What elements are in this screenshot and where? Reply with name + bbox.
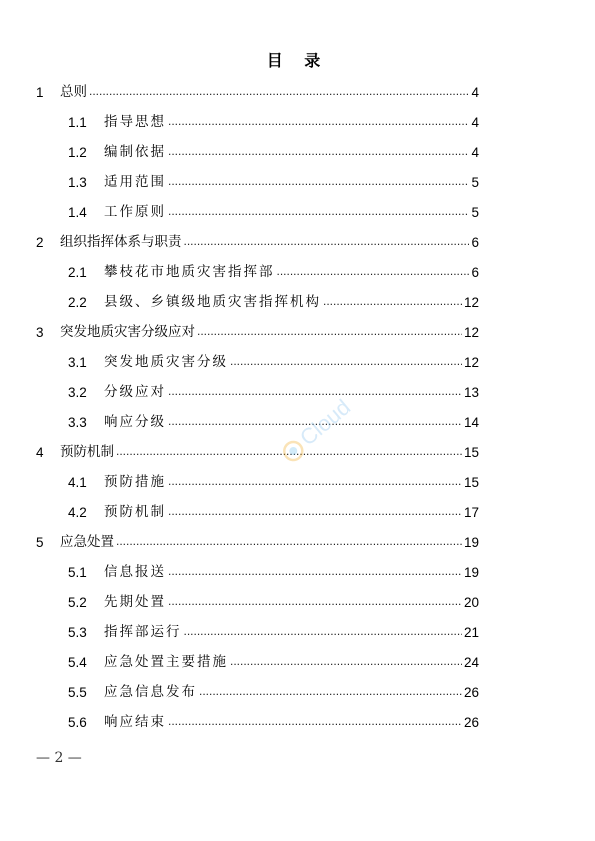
- toc-entry-title: 预防机制: [60, 444, 114, 460]
- toc-entry-number: 3.3: [68, 415, 87, 430]
- toc-section-row[interactable]: [68, 648, 479, 670]
- toc-dot-leader: [168, 594, 462, 608]
- toc-entry-number: 5.5: [68, 685, 87, 700]
- watermark-text: Cloud: [295, 394, 356, 451]
- toc-entry-number: 5.4: [68, 655, 87, 670]
- toc-dot-leader: [168, 564, 462, 578]
- toc-entry-title: 编制依据: [104, 144, 166, 160]
- toc-entry-title: 响应结束: [104, 714, 166, 730]
- toc-section-row[interactable]: [68, 138, 479, 160]
- toc-entry-page: 21: [463, 625, 479, 640]
- toc-entry-number: 4.2: [68, 505, 87, 520]
- toc-entry-page: 5: [471, 175, 479, 190]
- toc-dot-leader: [199, 684, 462, 698]
- toc-section-row[interactable]: [68, 258, 479, 280]
- toc-entry-number: 5.3: [68, 625, 87, 640]
- toc-dot-leader: [168, 204, 469, 218]
- toc-entry-title: 工作原则: [104, 204, 166, 220]
- toc-section-row[interactable]: [68, 708, 479, 730]
- toc-entry-title: 指导思想: [104, 114, 166, 130]
- toc-dot-leader: [277, 264, 470, 278]
- toc-entry-number: 1: [36, 85, 44, 100]
- toc-entry-number: 5.1: [68, 565, 87, 580]
- watermark-dot-icon: [288, 445, 299, 456]
- toc-entry-page: 6: [471, 235, 479, 250]
- toc-chapter-row[interactable]: [36, 78, 479, 100]
- toc-dot-leader: [168, 114, 469, 128]
- toc-dot-leader: [184, 234, 470, 248]
- toc-entry-title: 总则: [60, 84, 87, 100]
- toc-entry-page: 6: [471, 265, 479, 280]
- toc-dot-leader: [197, 324, 462, 338]
- toc-dot-leader: [184, 624, 462, 638]
- toc-entry-title: 指挥部运行: [104, 624, 182, 640]
- toc-entry-page: 19: [463, 565, 479, 580]
- toc-entry-page: 4: [471, 145, 479, 160]
- toc-entry-number: 3: [36, 325, 44, 340]
- toc-section-row[interactable]: [68, 588, 479, 610]
- toc-entry-title: 突发地质灾害分级: [104, 354, 228, 370]
- toc-entry-page: 12: [463, 295, 479, 310]
- cloud-watermark-icon: [256, 382, 366, 472]
- toc-entry-number: 3.1: [68, 355, 87, 370]
- toc-entry-page: 26: [463, 715, 479, 730]
- toc-entry-title: 应急处置主要措施: [104, 654, 228, 670]
- toc-entry-page: 15: [463, 475, 479, 490]
- toc-entry-page: 4: [471, 85, 479, 100]
- toc-entry-title: 县级、乡镇级地质灾害指挥机构: [104, 294, 321, 310]
- toc-entry-number: 1.4: [68, 205, 87, 220]
- toc-title: 目 录: [266, 51, 329, 70]
- toc-entry-number: 2: [36, 235, 44, 250]
- toc-section-row[interactable]: [68, 198, 479, 220]
- toc-section-row[interactable]: [68, 618, 479, 640]
- toc-chapter-row[interactable]: [36, 228, 479, 250]
- toc-entry-title: 预防机制: [104, 504, 166, 520]
- toc-chapter-row[interactable]: [36, 528, 479, 550]
- toc-entry-number: 3.2: [68, 385, 87, 400]
- toc-entry-page: 19: [463, 535, 479, 550]
- toc-entry-page: 12: [463, 325, 479, 340]
- toc-entry-page: 13: [463, 385, 479, 400]
- toc-entry-title: 分级应对: [104, 384, 166, 400]
- toc-entry-number: 5.2: [68, 595, 87, 610]
- toc-dot-leader: [168, 504, 462, 518]
- toc-dot-leader: [168, 714, 462, 728]
- toc-entry-title: 适用范围: [104, 174, 166, 190]
- toc-dot-leader: [168, 174, 469, 188]
- toc-entry-number: 4.1: [68, 475, 87, 490]
- toc-entry-title: 突发地质灾害分级应对: [60, 324, 195, 340]
- toc-dot-leader: [230, 354, 462, 368]
- page-number: — 2 —: [36, 750, 82, 766]
- toc-section-row[interactable]: [68, 498, 479, 520]
- toc-entry-title: 组织指挥体系与职责: [60, 234, 182, 250]
- toc-section-row[interactable]: [68, 678, 479, 700]
- toc-entry-page: 17: [463, 505, 479, 520]
- toc-entry-number: 1.3: [68, 175, 87, 190]
- toc-section-row[interactable]: [68, 108, 479, 130]
- toc-section-row[interactable]: [68, 168, 479, 190]
- toc-entry-page: 5: [471, 205, 479, 220]
- toc-dot-leader: [323, 294, 462, 308]
- toc-dot-leader: [168, 474, 462, 488]
- toc-entry-page: 4: [471, 115, 479, 130]
- toc-entry-title: 响应分级: [104, 414, 166, 430]
- toc-entry-page: 15: [463, 445, 479, 460]
- toc-entry-title: 攀枝花市地质灾害指挥部: [104, 264, 275, 280]
- toc-dot-leader: [168, 144, 469, 158]
- toc-entry-page: 26: [463, 685, 479, 700]
- toc-entry-page: 14: [463, 415, 479, 430]
- toc-entry-number: 2.2: [68, 295, 87, 310]
- toc-entry-number: 4: [36, 445, 44, 460]
- toc-section-row[interactable]: [68, 558, 479, 580]
- toc-entry-page: 12: [463, 355, 479, 370]
- toc-entry-page: 24: [463, 655, 479, 670]
- toc-chapter-row[interactable]: [36, 318, 479, 340]
- toc-section-row[interactable]: [68, 288, 479, 310]
- toc-entry-number: 5.6: [68, 715, 87, 730]
- toc-entry-title: 信息报送: [104, 564, 166, 580]
- toc-entry-title: 应急处置: [60, 534, 114, 550]
- toc-entry-number: 5: [36, 535, 44, 550]
- toc-entry-number: 1.1: [68, 115, 87, 130]
- toc-dot-leader: [116, 534, 462, 548]
- toc-entry-title: 先期处置: [104, 594, 166, 610]
- toc-dot-leader: [230, 654, 462, 668]
- toc-entry-number: 1.2: [68, 145, 87, 160]
- toc-entry-page: 20: [463, 595, 479, 610]
- toc-entry-title: 应急信息发布: [104, 684, 197, 700]
- toc-entry-title: 预防措施: [104, 474, 166, 490]
- toc-section-row[interactable]: [68, 348, 479, 370]
- toc-dot-leader: [89, 84, 469, 98]
- toc-entry-number: 2.1: [68, 265, 87, 280]
